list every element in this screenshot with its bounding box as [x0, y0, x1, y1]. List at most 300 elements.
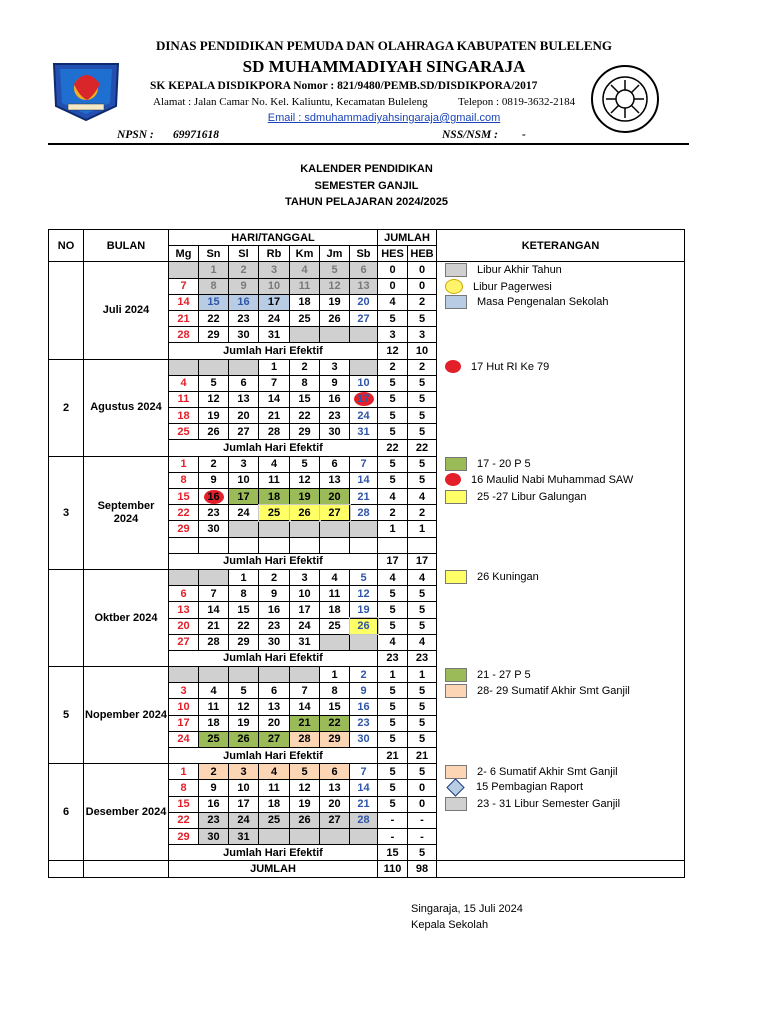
effective-days-jhe_hes: 22 — [378, 440, 408, 456]
effective-days-jhe_heb: 23 — [408, 650, 437, 666]
day-cell — [169, 521, 199, 537]
hes-cell: 1 — [378, 521, 408, 537]
day-cell — [229, 667, 259, 683]
day-cell — [320, 537, 350, 553]
hes-cell: 5 — [378, 618, 408, 634]
day-cell — [350, 569, 378, 585]
effective-days-jhe_hes: 23 — [378, 650, 408, 666]
day-number: 6 — [270, 684, 278, 697]
day-cell — [169, 618, 199, 634]
day-number: 13 — [328, 781, 341, 794]
yellow-box-icon — [445, 570, 467, 584]
day-number: 26 — [357, 620, 370, 633]
keterangan-cell — [437, 748, 685, 764]
day-cell — [350, 262, 378, 278]
calendar-table — [48, 229, 685, 878]
day-cell — [199, 375, 229, 391]
day-cell — [229, 602, 259, 618]
day-number: 5 — [301, 765, 308, 778]
day-number: 24 — [357, 409, 370, 422]
day-cell — [199, 278, 229, 294]
day-number: 2 — [301, 361, 308, 374]
day-cell — [259, 375, 290, 391]
day-cell — [169, 359, 199, 375]
day-cell — [320, 828, 350, 844]
day-number: 13 — [237, 393, 250, 406]
day-number: 4 — [210, 684, 217, 697]
day-number: 10 — [267, 280, 281, 293]
legend-item — [445, 295, 608, 309]
day-cell — [229, 731, 259, 747]
day-number: 28 — [267, 425, 281, 438]
red-dot-icon — [445, 360, 461, 373]
day-number: 22 — [237, 620, 250, 633]
day-number: 26 — [298, 506, 311, 519]
legend-item — [445, 360, 549, 373]
day-cell — [259, 764, 290, 780]
day-cell — [199, 359, 229, 375]
day-number: 15 — [328, 701, 341, 714]
day-number: 22 — [328, 717, 341, 730]
day-number: 12 — [328, 280, 341, 293]
day-number: 7 — [360, 765, 367, 778]
day-number: 19 — [357, 603, 370, 616]
day-number: 25 — [267, 506, 281, 519]
day-number: 6 — [180, 587, 187, 600]
day-cell — [320, 505, 350, 521]
heb-cell: 5 — [408, 424, 437, 440]
heb-cell: 5 — [408, 683, 437, 699]
day-cell — [259, 294, 290, 310]
keterangan-cell — [437, 262, 685, 278]
day-cell — [290, 391, 320, 407]
day-cell — [199, 294, 229, 310]
day-number: 12 — [298, 474, 311, 487]
day-cell — [169, 780, 199, 796]
col-no: NO — [49, 230, 84, 262]
doc-title: KALENDER PENDIDIKAN — [300, 163, 433, 175]
day-number: 25 — [267, 814, 281, 827]
calendar-week-row — [49, 569, 685, 585]
day-cell — [259, 812, 290, 828]
day-cell — [320, 634, 350, 650]
heb-cell: 3 — [408, 327, 437, 343]
day-cell — [259, 699, 290, 715]
day-number: 9 — [331, 377, 338, 390]
day-cell — [350, 391, 378, 407]
legend-text: 28- 29 Sumatif Akhir Smt Ganjil — [477, 684, 630, 697]
day-cell — [229, 424, 259, 440]
day-cell — [320, 408, 350, 424]
keterangan-cell — [437, 731, 685, 747]
yellow-box-icon — [445, 490, 467, 504]
header-address: Alamat : Jalan Camar No. Kel. Kaliuntu, Kecamatan Buleleng — [153, 96, 428, 108]
day-number: 12 — [237, 701, 250, 714]
day-number: 2 — [270, 571, 278, 584]
day-cell — [229, 359, 259, 375]
hes-cell: 5 — [378, 391, 408, 407]
day-number: 2 — [210, 765, 217, 778]
col-hes: HES — [378, 246, 408, 262]
day-cell — [199, 667, 229, 683]
day-number: 30 — [237, 328, 250, 341]
day-number: 15 — [177, 798, 190, 811]
legend-item — [445, 490, 586, 504]
day-number: 10 — [237, 781, 250, 794]
day-cell — [350, 699, 378, 715]
day-number: 20 — [237, 409, 250, 422]
legend-item — [445, 684, 630, 698]
day-cell — [290, 327, 320, 343]
legend-item — [445, 279, 552, 294]
heb-cell: 2 — [408, 505, 437, 521]
day-number: 24 — [298, 620, 311, 633]
day-sn: Sn — [199, 246, 229, 262]
keterangan-cell — [437, 569, 685, 585]
total-no — [49, 861, 84, 877]
month-no — [49, 569, 84, 666]
day-cell — [199, 715, 229, 731]
day-cell — [320, 683, 350, 699]
day-number: 7 — [270, 377, 278, 390]
day-number: 28 — [207, 636, 220, 649]
hes-cell: 2 — [378, 505, 408, 521]
green-box-icon — [445, 668, 467, 682]
grey-box-icon — [445, 797, 467, 811]
day-cell — [350, 375, 378, 391]
day-number: 5 — [301, 458, 308, 471]
header-email-link[interactable]: Email : sdmuhammadiyahsingaraja@gmail.com — [267, 112, 501, 124]
day-number: 5 — [210, 377, 217, 390]
day-cell — [350, 505, 378, 521]
day-number: 23 — [207, 814, 220, 827]
hes-cell: 5 — [378, 586, 408, 602]
day-number: 18 — [267, 490, 281, 503]
red-dot-icon — [445, 473, 461, 486]
hes-cell: 5 — [378, 424, 408, 440]
day-cell — [320, 310, 350, 326]
day-cell — [229, 796, 259, 812]
day-cell — [229, 310, 259, 326]
effective-days-jhe_hes: 17 — [378, 553, 408, 569]
heb-cell: 5 — [408, 375, 437, 391]
hes-cell: 5 — [378, 375, 408, 391]
legend-item — [445, 668, 531, 682]
day-cell — [229, 489, 259, 505]
day-cell — [320, 424, 350, 440]
day-cell — [259, 278, 290, 294]
day-number: 20 — [267, 717, 281, 730]
day-cell — [169, 812, 199, 828]
hes-cell: 5 — [378, 731, 408, 747]
keterangan-cell — [437, 343, 685, 359]
effective-days-jhe_heb: 17 — [408, 553, 437, 569]
hes-cell: 5 — [378, 683, 408, 699]
month-no: 5 — [49, 667, 84, 764]
day-number: 3 — [331, 361, 338, 374]
day-number: 18 — [177, 409, 190, 422]
day-cell — [229, 391, 259, 407]
day-number: 6 — [331, 765, 338, 778]
day-cell — [199, 780, 229, 796]
keterangan-cell — [437, 327, 685, 343]
hes-cell: 1 — [378, 667, 408, 683]
day-cell — [169, 537, 199, 553]
day-number: 29 — [298, 425, 311, 438]
day-cell — [290, 489, 320, 505]
day-number: 31 — [267, 328, 281, 341]
day-number: 9 — [270, 587, 278, 600]
day-number: 13 — [357, 280, 370, 293]
day-cell — [350, 715, 378, 731]
day-cell — [259, 408, 290, 424]
keterangan-cell — [437, 294, 685, 310]
hes-cell: 0 — [378, 278, 408, 294]
day-cell — [290, 796, 320, 812]
hes-cell: - — [378, 828, 408, 844]
day-cell — [199, 828, 229, 844]
yellow-circle-icon — [445, 279, 463, 294]
day-cell — [320, 456, 350, 472]
day-number: 3 — [270, 263, 278, 276]
doc-subtitle: SEMESTER GANJIL — [314, 180, 419, 192]
day-km: Km — [290, 246, 320, 262]
day-cell — [229, 521, 259, 537]
day-number: 19 — [207, 409, 220, 422]
day-cell — [320, 262, 350, 278]
day-cell — [320, 327, 350, 343]
day-cell — [199, 602, 229, 618]
day-cell — [229, 699, 259, 715]
day-number: 8 — [210, 280, 217, 293]
day-cell — [350, 521, 378, 537]
legend-text: 23 - 31 Libur Semester Ganjil — [477, 798, 621, 811]
day-number: 10 — [177, 701, 190, 714]
month-no: 6 — [49, 764, 84, 861]
day-number: 28 — [357, 814, 370, 827]
day-cell — [199, 683, 229, 699]
day-cell — [259, 391, 290, 407]
day-cell — [199, 391, 229, 407]
day-number: 14 — [298, 701, 311, 714]
day-number: 20 — [177, 620, 190, 633]
keterangan-cell — [437, 375, 685, 391]
day-number: 7 — [301, 684, 308, 697]
heb-cell: 2 — [408, 294, 437, 310]
hes-cell: 2 — [378, 359, 408, 375]
day-cell — [259, 715, 290, 731]
day-number: 30 — [267, 636, 281, 649]
keterangan-cell — [437, 440, 685, 456]
day-number: 30 — [207, 830, 220, 843]
day-number: 28 — [357, 506, 370, 519]
day-number: 3 — [180, 684, 187, 697]
day-cell — [199, 310, 229, 326]
day-number: 28 — [177, 328, 190, 341]
day-number: 12 — [207, 393, 220, 406]
day-number: 26 — [298, 814, 311, 827]
day-number: 24 — [237, 814, 250, 827]
header-address-line — [153, 96, 593, 108]
day-number: 11 — [207, 701, 220, 714]
day-cell — [229, 569, 259, 585]
day-cell — [199, 796, 229, 812]
day-cell — [320, 667, 350, 683]
heb-cell: 5 — [408, 472, 437, 488]
keterangan-cell — [437, 472, 685, 488]
day-cell — [350, 294, 378, 310]
day-cell — [350, 731, 378, 747]
day-number: 6 — [331, 458, 338, 471]
heb-cell: 5 — [408, 602, 437, 618]
day-cell — [259, 359, 290, 375]
hes-cell: 5 — [378, 796, 408, 812]
day-number: 17 — [267, 296, 281, 309]
keterangan-cell — [437, 424, 685, 440]
day-number: 29 — [177, 522, 190, 535]
day-cell — [320, 812, 350, 828]
calendar-week-row — [49, 262, 685, 278]
day-number: 26 — [328, 312, 341, 325]
day-cell — [320, 294, 350, 310]
day-number: 15 — [237, 603, 250, 616]
day-cell — [350, 764, 378, 780]
day-cell — [350, 489, 378, 505]
day-number: 13 — [267, 701, 281, 714]
heb-cell: 4 — [408, 569, 437, 585]
npsn-value: 69971618 — [173, 129, 219, 141]
day-number: 12 — [357, 587, 370, 600]
hes-cell: 4 — [378, 569, 408, 585]
day-cell — [259, 618, 290, 634]
day-number: 11 — [177, 393, 190, 406]
day-number: 16 — [207, 490, 220, 503]
day-number: 4 — [180, 377, 187, 390]
day-number: 21 — [357, 490, 370, 503]
day-cell — [169, 683, 199, 699]
day-number: 27 — [328, 814, 341, 827]
keterangan-cell — [437, 310, 685, 326]
day-cell — [199, 456, 229, 472]
effective-days-label: Jumlah Hari Efektif — [169, 650, 378, 666]
day-cell — [320, 715, 350, 731]
day-cell — [259, 796, 290, 812]
heb-cell: 5 — [408, 618, 437, 634]
day-cell — [259, 586, 290, 602]
day-cell — [229, 828, 259, 844]
month-no: 3 — [49, 456, 84, 569]
day-number: 11 — [268, 474, 280, 487]
nss-label: NSS/NSM : — [442, 129, 498, 141]
day-cell — [290, 569, 320, 585]
day-number: 21 — [207, 620, 220, 633]
day-cell — [350, 537, 378, 553]
month-name: September 2024 — [84, 456, 169, 569]
keterangan-cell — [437, 537, 685, 553]
calendar-week-row — [49, 359, 685, 375]
day-number: 11 — [268, 781, 280, 794]
day-cell — [169, 505, 199, 521]
day-cell — [320, 796, 350, 812]
hes-cell: 0 — [378, 262, 408, 278]
day-number: 9 — [210, 781, 217, 794]
day-number: 8 — [180, 474, 187, 487]
legend-item — [445, 570, 539, 584]
keterangan-cell — [437, 828, 685, 844]
total-keterangan — [437, 861, 685, 877]
day-cell — [290, 828, 320, 844]
keterangan-cell — [437, 764, 685, 780]
day-number: 9 — [360, 684, 367, 697]
month-no: 2 — [49, 359, 84, 456]
hes-cell: 5 — [378, 780, 408, 796]
day-cell — [169, 828, 199, 844]
day-cell — [320, 618, 350, 634]
day-number: 15 — [177, 490, 190, 503]
day-number: 28 — [298, 733, 311, 746]
day-number: 8 — [240, 587, 247, 600]
day-cell — [290, 618, 320, 634]
day-cell — [290, 683, 320, 699]
day-cell — [169, 586, 199, 602]
day-number: 17 — [237, 490, 250, 503]
day-number: 5 — [360, 571, 367, 584]
day-cell — [169, 667, 199, 683]
day-number: 21 — [267, 409, 281, 422]
day-cell — [259, 424, 290, 440]
day-number: 1 — [210, 263, 217, 276]
day-cell — [320, 764, 350, 780]
hes-cell: 3 — [378, 327, 408, 343]
day-cell — [259, 521, 290, 537]
day-cell — [169, 699, 199, 715]
nss-value: - — [522, 129, 526, 141]
total-hes: 110 — [378, 861, 408, 877]
effective-days-label: Jumlah Hari Efektif — [169, 343, 378, 359]
day-cell — [259, 505, 290, 521]
day-cell — [259, 602, 290, 618]
legend-item — [445, 781, 583, 794]
day-cell — [259, 731, 290, 747]
day-cell — [229, 780, 259, 796]
day-cell — [320, 731, 350, 747]
heb-cell: 5 — [408, 456, 437, 472]
day-cell — [350, 780, 378, 796]
day-cell — [290, 310, 320, 326]
day-cell — [350, 586, 378, 602]
day-number: 21 — [177, 312, 190, 325]
npsn-label: NPSN : — [117, 129, 154, 141]
calendar-week-row — [49, 667, 685, 683]
day-cell — [350, 456, 378, 472]
heb-cell: 1 — [408, 667, 437, 683]
day-number: 2 — [210, 458, 217, 471]
effective-days-jhe_heb: 22 — [408, 440, 437, 456]
day-cell — [259, 489, 290, 505]
day-cell — [199, 408, 229, 424]
footer-role: Kepala Sekolah — [411, 919, 489, 931]
day-number: 27 — [357, 312, 370, 325]
day-number: 6 — [360, 263, 367, 276]
day-cell — [229, 505, 259, 521]
day-number: 4 — [270, 765, 278, 778]
day-number: 13 — [177, 603, 190, 616]
day-number: 2 — [360, 668, 367, 681]
day-number: 31 — [357, 425, 370, 438]
legend-text: 2- 6 Sumatif Akhir Smt Ganjil — [477, 765, 618, 778]
day-cell — [350, 408, 378, 424]
day-cell — [290, 278, 320, 294]
